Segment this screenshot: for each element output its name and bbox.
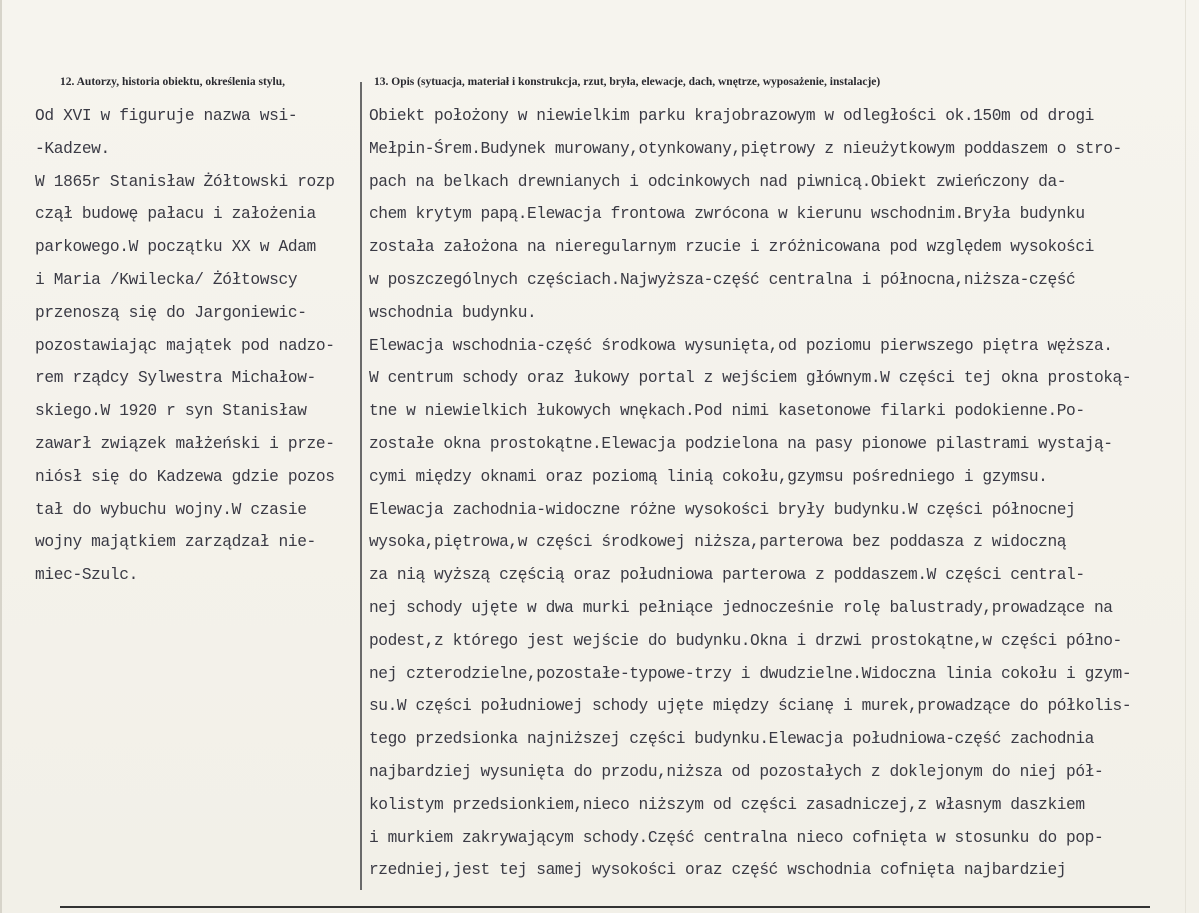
- text-line: wschodnia budynku.: [369, 303, 537, 322]
- text-line: -Kadzew.: [35, 139, 110, 158]
- text-line: Obiekt położony w niewielkim parku krajobrazowym w odległości ok.150m od drogi: [369, 107, 1094, 125]
- text-line: nej schody ujęte w dwa murki pełniące jednocześnie rolę balustrady,prowadzące na: [369, 598, 1113, 617]
- text-line: nej czterodzielne,pozostałe-typowe-trzy i dwudzielne.Widoczna linia cokołu i gzym-: [369, 664, 1132, 683]
- text-line: pach na belkach drewnianych i odcinkowych nad piwnicą.Obiekt zwieńczony da-: [369, 172, 1067, 191]
- text-line: W 1865r Stanisław Żółtowski rozp: [35, 172, 335, 191]
- text-line: tał do wybuchu wojny.W czasie: [35, 500, 307, 519]
- text-line: wojny majątkiem zarządzał nie-: [35, 533, 316, 552]
- text-line: kolistym przedsionkiem,nieco niższym od części zasadniczej,z własnym daszkiem: [369, 795, 1085, 814]
- column-divider: [360, 82, 362, 890]
- text-line: wysoka,piętrowa,w części środkowej niższa,parterowa bez poddasza z widoczną: [369, 533, 1067, 552]
- text-line: tne w niewielkich łukowych wnękach.Pod nimi kasetonowe filarki podokienne.Po-: [369, 402, 1085, 421]
- text-line: w poszczególnych częściach.Najwyższa-część centralna i północna,niższa-część: [369, 270, 1076, 289]
- text-line: została założona na nieregularnym rzucie i zróżnicowana pod względem wysokości: [369, 238, 1094, 257]
- text-line: Elewacja zachodnia-widoczne różne wysokości bryły budynku.W części północnej: [369, 500, 1076, 519]
- text-line: pozostawiając majątek pod nadzo-: [35, 336, 335, 355]
- text-line: Elewacja wschodnia-część środkowa wysunięta,od poziomu pierwszego piętra węższa.: [369, 336, 1113, 355]
- text-line: zawarł związek małżeński i prze-: [35, 434, 335, 453]
- text-line: su.W części południowej schody ujęte między ścianę i murek,prowadzące do półkolis-: [369, 697, 1132, 716]
- text-line: rzedniej,jest tej samej wysokości oraz część wschodnia cofnięta najbardziej: [369, 861, 1067, 880]
- text-line: podest,z którego jest wejście do budynku.Okna i drzwi prostokątne,w części półno-: [369, 631, 1122, 650]
- text-line: Mełpin-Śrem.Budynek murowany,otynkowany,piętrowy z nieużytkowym poddaszem o stro-: [369, 139, 1122, 158]
- text-line: i Maria /Kwilecka/ Żółtowscy: [35, 270, 298, 289]
- text-line: i murkiem zakrywającym schody.Część centralna nieco cofnięta w stosunku do pop-: [369, 828, 1104, 847]
- section-13-heading: 13. Opis (sytuacja, materiał i konstrukcja, rzut, bryła, elewacje, dach, wnętrze, wyposażenie, instalacje): [374, 76, 881, 88]
- text-line: Od XVI w figuruje nazwa wsi-: [35, 107, 298, 125]
- text-line: za nią wyższą częścią oraz południowa parterowa z poddaszem.W części central-: [369, 566, 1085, 585]
- text-line: miec-Szulc.: [35, 566, 139, 585]
- text-line: czął budowę pałacu i założenia: [35, 205, 316, 224]
- text-line: parkowego.W początku XX w Adam: [35, 238, 316, 257]
- section-12-heading: 12. Autorzy, historia obiektu, określenia stylu,: [60, 76, 286, 88]
- text-line: rem rządcy Sylwestra Michałow-: [35, 369, 316, 388]
- text-line: niósł się do Kadzewa gdzie pozos: [35, 467, 335, 486]
- text-line: W centrum schody oraz łukowy portal z wejściem głównym.W części tej okna prostoką-: [369, 369, 1132, 388]
- text-line: najbardziej wysunięta do przodu,niższa od pozostałych z doklejonym do niej pół-: [369, 762, 1104, 781]
- history-column: [35, 100, 357, 592]
- text-line: przenoszą się do Jargoniewic-: [35, 303, 307, 322]
- text-line: cymi między oknami oraz poziomą linią cokołu,gzymsu pośredniego i gzymsu.: [369, 467, 1048, 486]
- text-line: zostałe okna prostokątne.Elewacja podzielona na pasy pionowe pilastrami wystają-: [369, 434, 1113, 453]
- text-line: tego przedsionka najniższej części budynku.Elewacja południowa-część zachodnia: [369, 730, 1094, 749]
- text-line: skiego.W 1920 r syn Stanisław: [35, 402, 307, 421]
- bottom-rule: [60, 906, 1150, 908]
- page-edge: [0, 0, 2, 913]
- text-line: chem krytym papą.Elewacja frontowa zwrócona w kierunu wschodnim.Bryła budynku: [369, 205, 1085, 224]
- description-column: [369, 100, 1189, 887]
